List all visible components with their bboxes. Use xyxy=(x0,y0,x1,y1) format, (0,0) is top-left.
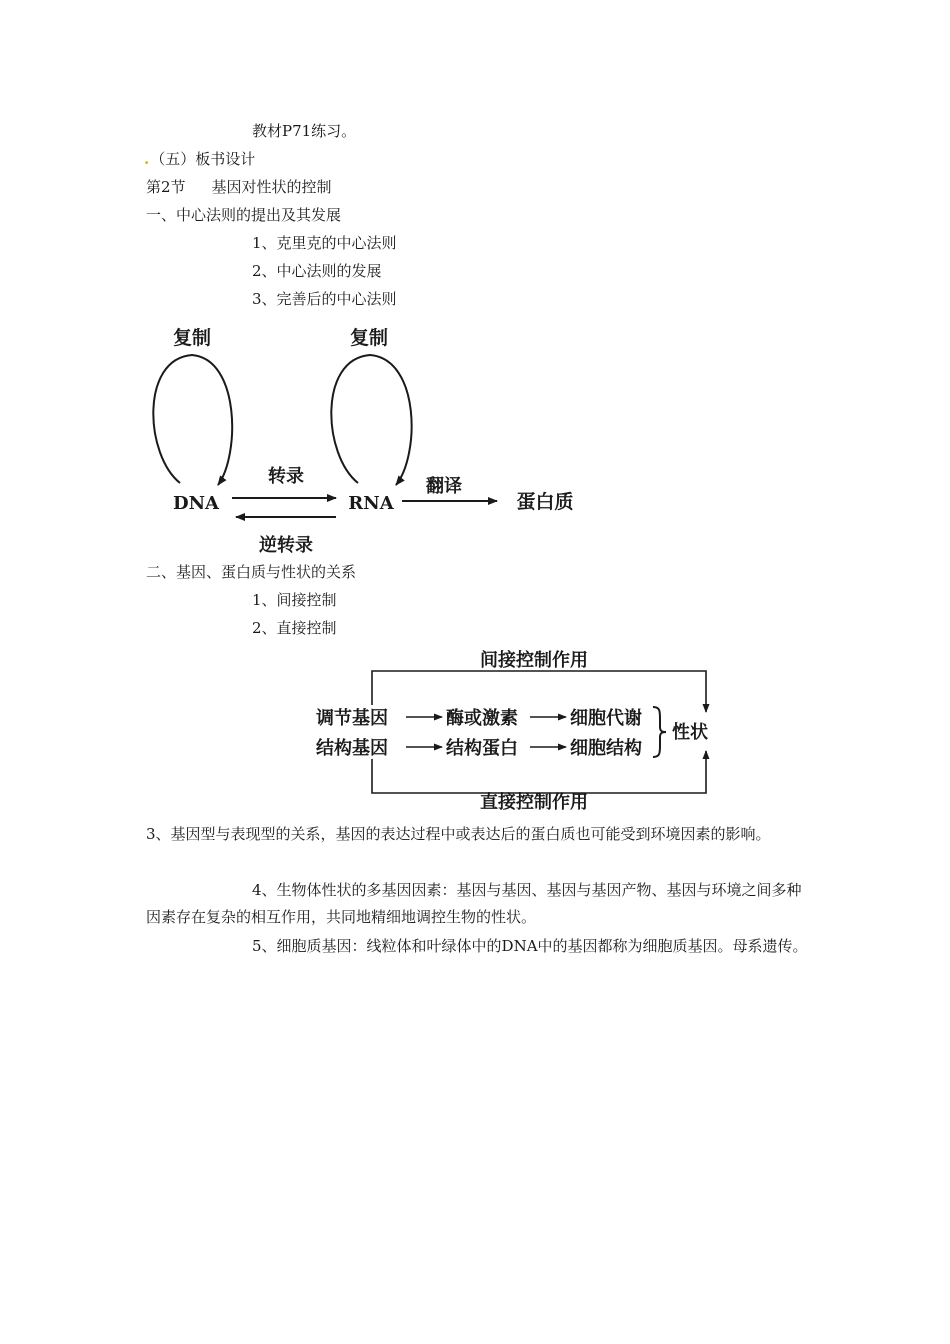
heading-one-item-3: 3、完善后的中心法则 xyxy=(252,290,397,308)
trait-label: 性状 xyxy=(672,722,708,743)
board-design-label: （五）板书设计 xyxy=(150,150,256,168)
section-number: 第2节 xyxy=(146,178,186,196)
paragraph-multigene xyxy=(146,877,816,931)
reverse-transcription-label: 逆转录 xyxy=(259,535,313,556)
transcription-label: 转录 xyxy=(268,466,304,487)
heading-one-item-2: 2、中心法则的发展 xyxy=(252,262,382,280)
gene-control-diagram xyxy=(310,645,720,820)
protein-label: 蛋白质 xyxy=(516,491,574,513)
dna-replication-loop xyxy=(153,355,232,485)
rna-replication-loop xyxy=(331,355,411,485)
heading-two-item-2: 2、直接控制 xyxy=(252,619,337,637)
exercise-line: 教材P71练习。 xyxy=(252,122,357,140)
replication-right-label: 复制 xyxy=(349,327,389,349)
direct-control-label: 直接控制作用 xyxy=(480,792,588,813)
cell-structure-label: 细胞结构 xyxy=(570,738,642,759)
board-design-heading xyxy=(144,149,255,169)
paragraph-genotype-phenotype: 3、基因型与表现型的关系，基因的表达过程中或表达后的蛋白质也可能受到环境因素的影响。 xyxy=(146,825,771,843)
cell-metabolism-label: 细胞代谢 xyxy=(570,708,642,729)
curly-brace xyxy=(653,707,666,757)
section-heading xyxy=(146,177,332,197)
structural-protein-label: 结构蛋白 xyxy=(446,738,518,759)
heading-one: 一、中心法则的提出及其发展 xyxy=(146,206,342,224)
paragraph-multigene-text: 4、生物体性状的多基因因素：基因与基因、基因与基因产物、基因与环境之间多种因素存在复杂的相互作用，共同地精细地调控生物的性状。 xyxy=(146,881,802,926)
replication-left-label: 复制 xyxy=(172,327,212,349)
central-dogma-diagram xyxy=(140,315,610,565)
structural-gene-label: 结构基因 xyxy=(316,738,388,759)
enzyme-hormone-label: 酶或激素 xyxy=(446,708,518,729)
dna-label: DNA xyxy=(172,493,220,514)
bullet-dot: . xyxy=(144,150,150,168)
indirect-control-label: 间接控制作用 xyxy=(480,650,588,671)
translation-label: 翻译 xyxy=(426,476,462,497)
heading-one-item-1: 1、克里克的中心法则 xyxy=(252,234,397,252)
rna-label: RNA xyxy=(348,493,394,514)
indirect-path-line xyxy=(372,671,706,712)
paragraph-cytoplasmic-text: 5、细胞质基因：线粒体和叶绿体中的DNA中的基因都称为细胞质基因。母系遗传。 xyxy=(252,937,808,955)
regulatory-gene-label: 调节基因 xyxy=(316,708,388,729)
section-title: 基因对性状的控制 xyxy=(211,178,332,196)
heading-two: 二、基因、蛋白质与性状的关系 xyxy=(146,563,357,581)
paragraph-cytoplasmic-gene xyxy=(146,933,816,960)
heading-two-item-1: 1、间接控制 xyxy=(252,591,337,609)
